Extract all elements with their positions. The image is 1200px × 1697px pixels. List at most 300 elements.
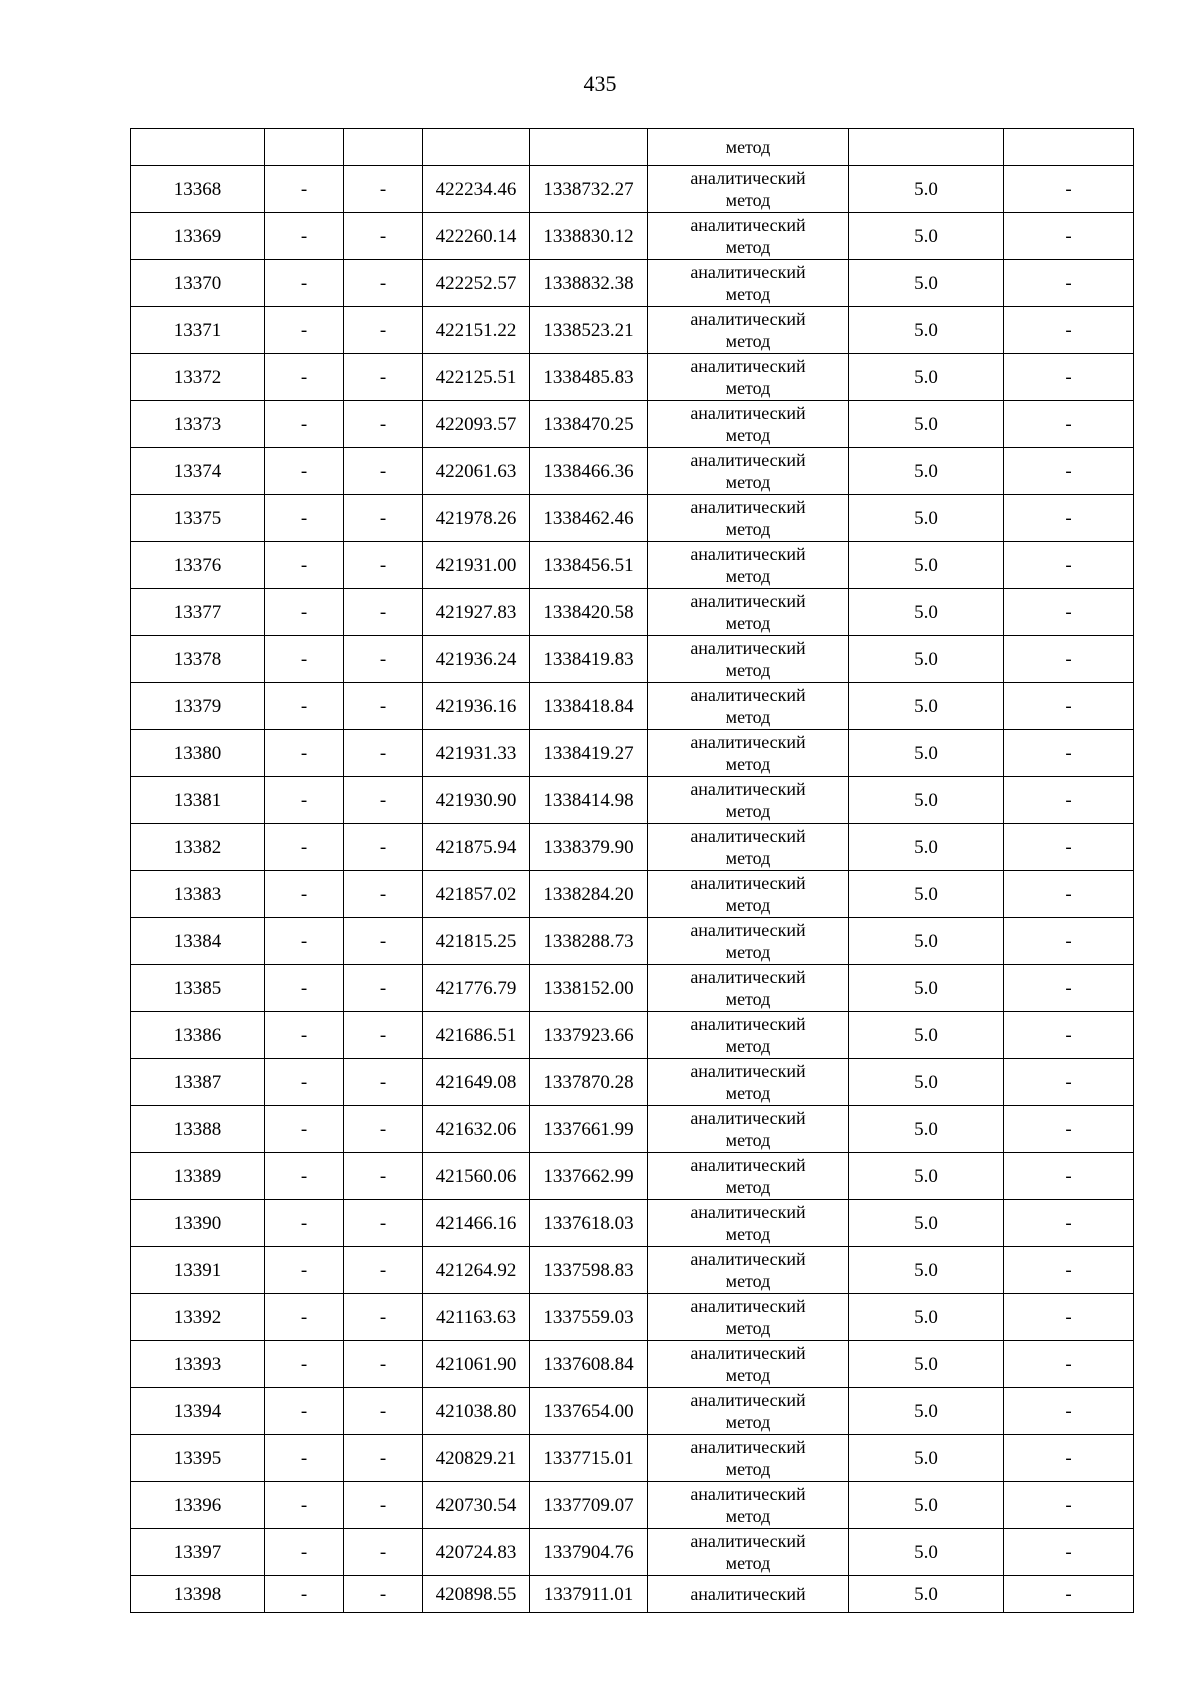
cell-col3: -: [344, 589, 423, 636]
table-row: [131, 213, 1134, 260]
cell-accuracy: 5.0: [849, 589, 1004, 636]
method-line2: метод: [725, 707, 771, 727]
cell-col2: -: [265, 1482, 344, 1529]
cell-x: [423, 129, 530, 166]
cell-method: [648, 260, 849, 307]
method-line2: метод: [725, 378, 771, 398]
cell-col2: -: [265, 1247, 344, 1294]
cell-accuracy: 5.0: [849, 1153, 1004, 1200]
table-row: [131, 401, 1134, 448]
table-row: [131, 1012, 1134, 1059]
cell-x: 422252.57: [423, 260, 530, 307]
cell-col2: -: [265, 730, 344, 777]
cell-col8: -: [1004, 777, 1134, 824]
cell-y: 1337559.03: [530, 1294, 648, 1341]
cell-point-number: 13378: [131, 636, 265, 683]
cell-col3: -: [344, 1153, 423, 1200]
method-line1: аналитический: [690, 544, 806, 564]
cell-method: [648, 542, 849, 589]
cell-point-number: 13380: [131, 730, 265, 777]
cell-col8: -: [1004, 307, 1134, 354]
cell-accuracy: 5.0: [849, 636, 1004, 683]
method-line1: аналитический: [690, 215, 806, 235]
cell-col8: -: [1004, 1388, 1134, 1435]
cell-col2: -: [265, 965, 344, 1012]
method-line1: аналитический: [690, 403, 806, 423]
cell-point-number: 13384: [131, 918, 265, 965]
table-row: [131, 730, 1134, 777]
cell-col3: -: [344, 1529, 423, 1576]
cell-col2: -: [265, 918, 344, 965]
cell-method: [648, 1012, 849, 1059]
method-line2: метод: [725, 801, 771, 821]
cell-col3: -: [344, 495, 423, 542]
cell-method: [648, 965, 849, 1012]
method-line1: аналитический: [690, 732, 806, 752]
cell-method: [648, 1341, 849, 1388]
cell-col2: -: [265, 777, 344, 824]
cell-method: [648, 918, 849, 965]
cell-col3: -: [344, 824, 423, 871]
cell-method: [648, 824, 849, 871]
cell-accuracy: 5.0: [849, 1388, 1004, 1435]
cell-x: 421632.06: [423, 1106, 530, 1153]
cell-accuracy: 5.0: [849, 965, 1004, 1012]
method-line1: аналитический: [690, 1108, 806, 1128]
cell-x: 421936.24: [423, 636, 530, 683]
cell-col3: -: [344, 777, 423, 824]
cell-point-number: 13396: [131, 1482, 265, 1529]
cell-x: 420898.55: [423, 1576, 530, 1613]
method-line1: аналитический: [690, 168, 806, 188]
cell-point-number: 13386: [131, 1012, 265, 1059]
method-line1: аналитический: [690, 591, 806, 611]
cell-x: 421927.83: [423, 589, 530, 636]
cell-y: 1337709.07: [530, 1482, 648, 1529]
method-line2: метод: [725, 1459, 771, 1479]
table-row: [131, 1200, 1134, 1247]
cell-col8: -: [1004, 1106, 1134, 1153]
cell-accuracy: [849, 129, 1004, 166]
cell-point-number: 13374: [131, 448, 265, 495]
table-row: [131, 965, 1134, 1012]
table-row: [131, 1106, 1134, 1153]
cell-x: 421931.00: [423, 542, 530, 589]
cell-accuracy: 5.0: [849, 213, 1004, 260]
method-line2: метод: [725, 331, 771, 351]
cell-col2: -: [265, 1106, 344, 1153]
cell-col3: -: [344, 1482, 423, 1529]
cell-accuracy: 5.0: [849, 871, 1004, 918]
table-row: [131, 683, 1134, 730]
cell-accuracy: 5.0: [849, 401, 1004, 448]
cell-x: 421930.90: [423, 777, 530, 824]
cell-y: 1337923.66: [530, 1012, 648, 1059]
cell-col2: -: [265, 871, 344, 918]
method-line1: аналитический: [690, 1155, 806, 1175]
method-line1: аналитический: [690, 1202, 806, 1222]
cell-x: 421931.33: [423, 730, 530, 777]
table-row: [131, 1294, 1134, 1341]
cell-x: 421875.94: [423, 824, 530, 871]
cell-x: 421061.90: [423, 1341, 530, 1388]
cell-method: [648, 213, 849, 260]
method-line2: метод: [725, 237, 771, 257]
method-line2: метод: [725, 989, 771, 1009]
cell-col8: -: [1004, 260, 1134, 307]
table-row: [131, 1388, 1134, 1435]
cell-point-number: 13371: [131, 307, 265, 354]
cell-col3: -: [344, 730, 423, 777]
method-line1: аналитический: [690, 826, 806, 846]
cell-point-number: 13385: [131, 965, 265, 1012]
table-row: [131, 542, 1134, 589]
table-row: [131, 1435, 1134, 1482]
method-line1: аналитический: [690, 1014, 806, 1034]
method-line1: аналитический: [690, 685, 806, 705]
cell-method: [648, 1153, 849, 1200]
cell-accuracy: 5.0: [849, 1435, 1004, 1482]
cell-point-number: 13393: [131, 1341, 265, 1388]
method-line1: аналитический: [690, 1531, 806, 1551]
cell-y: 1337598.83: [530, 1247, 648, 1294]
cell-accuracy: 5.0: [849, 683, 1004, 730]
cell-col8: -: [1004, 1529, 1134, 1576]
table-row: [131, 448, 1134, 495]
cell-point-number: 13368: [131, 166, 265, 213]
cell-col8: -: [1004, 1247, 1134, 1294]
table-row: [131, 1482, 1134, 1529]
cell-y: 1338832.38: [530, 260, 648, 307]
cell-col3: -: [344, 401, 423, 448]
cell-col2: -: [265, 1341, 344, 1388]
method-line2: метод: [725, 425, 771, 445]
method-line2: метод: [725, 1224, 771, 1244]
cell-col8: -: [1004, 213, 1134, 260]
cell-col3: -: [344, 683, 423, 730]
cell-col3: -: [344, 918, 423, 965]
cell-col3: -: [344, 1576, 423, 1613]
cell-accuracy: 5.0: [849, 1482, 1004, 1529]
cell-method: [648, 401, 849, 448]
cell-col2: -: [265, 1200, 344, 1247]
cell-method: [648, 354, 849, 401]
cell-x: 422125.51: [423, 354, 530, 401]
cell-y: 1338466.36: [530, 448, 648, 495]
method-line1: аналитический: [690, 1343, 806, 1363]
cell-col8: [1004, 129, 1134, 166]
method-line1: аналитический: [690, 450, 806, 470]
cell-col3: -: [344, 260, 423, 307]
cell-col8: -: [1004, 636, 1134, 683]
cell-y: 1338379.90: [530, 824, 648, 871]
method-line1: аналитический: [690, 873, 806, 893]
cell-method: [648, 1294, 849, 1341]
cell-point-number: 13373: [131, 401, 265, 448]
cell-col8: -: [1004, 166, 1134, 213]
cell-col3: -: [344, 1059, 423, 1106]
cell-method: [648, 166, 849, 213]
cell-accuracy: 5.0: [849, 1576, 1004, 1613]
cell-method: аналитический: [648, 1576, 849, 1613]
cell-col2: -: [265, 448, 344, 495]
cell-x: 421264.92: [423, 1247, 530, 1294]
cell-accuracy: 5.0: [849, 777, 1004, 824]
method-line1: аналитический: [690, 309, 806, 329]
cell-y: 1338485.83: [530, 354, 648, 401]
table-row: [131, 354, 1134, 401]
cell-y: 1337715.01: [530, 1435, 648, 1482]
method-line2: метод: [725, 1506, 771, 1526]
method-line2: метод: [725, 895, 771, 915]
cell-method: [648, 1247, 849, 1294]
cell-point-number: 13369: [131, 213, 265, 260]
table-row: [131, 1529, 1134, 1576]
cell-y: 1338830.12: [530, 213, 648, 260]
cell-y: 1337618.03: [530, 1200, 648, 1247]
method-line1: аналитический: [690, 356, 806, 376]
method-line1: аналитический: [690, 497, 806, 517]
cell-col3: -: [344, 636, 423, 683]
coordinates-table: [130, 128, 1134, 1613]
cell-y: 1337870.28: [530, 1059, 648, 1106]
cell-col8: -: [1004, 1200, 1134, 1247]
cell-col8: -: [1004, 871, 1134, 918]
cell-col8: -: [1004, 918, 1134, 965]
page-number: 435: [583, 71, 617, 96]
cell-col3: -: [344, 965, 423, 1012]
table-row: [131, 1059, 1134, 1106]
cell-col2: -: [265, 1388, 344, 1435]
cell-accuracy: 5.0: [849, 824, 1004, 871]
cell-col8: -: [1004, 683, 1134, 730]
method-line2: метод: [725, 1130, 771, 1150]
cell-col8: -: [1004, 1341, 1134, 1388]
cell-y: 1337911.01: [530, 1576, 648, 1613]
cell-col3: -: [344, 213, 423, 260]
cell-method: [648, 1529, 849, 1576]
cell-col2: -: [265, 1012, 344, 1059]
cell-point-number: 13394: [131, 1388, 265, 1435]
cell-point-number: 13388: [131, 1106, 265, 1153]
cell-col8: -: [1004, 354, 1134, 401]
cell-col8: -: [1004, 1576, 1134, 1613]
method-line1: аналитический: [690, 1484, 806, 1504]
cell-point-number: [131, 129, 265, 166]
cell-y: 1337654.00: [530, 1388, 648, 1435]
cell-accuracy: 5.0: [849, 166, 1004, 213]
cell-col8: -: [1004, 448, 1134, 495]
cell-accuracy: 5.0: [849, 1341, 1004, 1388]
method-line2: метод: [725, 284, 771, 304]
cell-x: 421163.63: [423, 1294, 530, 1341]
method-line2: метод: [725, 1412, 771, 1432]
cell-col8: -: [1004, 824, 1134, 871]
method-line2: метод: [725, 1318, 771, 1338]
method-line2: метод: [725, 472, 771, 492]
cell-col2: -: [265, 213, 344, 260]
table-row: [131, 495, 1134, 542]
cell-method: [648, 1059, 849, 1106]
cell-y: 1338470.25: [530, 401, 648, 448]
cell-point-number: 13387: [131, 1059, 265, 1106]
cell-x: 421815.25: [423, 918, 530, 965]
table-row: [131, 871, 1134, 918]
method-line2: метод: [725, 1271, 771, 1291]
cell-accuracy: 5.0: [849, 1012, 1004, 1059]
cell-y: 1337904.76: [530, 1529, 648, 1576]
cell-col3: [344, 129, 423, 166]
cell-point-number: 13395: [131, 1435, 265, 1482]
cell-col8: -: [1004, 1153, 1134, 1200]
cell-x: 421038.80: [423, 1388, 530, 1435]
cell-accuracy: 5.0: [849, 495, 1004, 542]
method-line1: аналитический: [690, 1390, 806, 1410]
cell-method: [648, 1435, 849, 1482]
cell-col8: -: [1004, 542, 1134, 589]
cell-col2: -: [265, 683, 344, 730]
cell-col3: -: [344, 307, 423, 354]
cell-accuracy: 5.0: [849, 1294, 1004, 1341]
cell-point-number: 13389: [131, 1153, 265, 1200]
cell-col3: -: [344, 1247, 423, 1294]
cell-method: [648, 871, 849, 918]
method-line1: аналитический: [690, 779, 806, 799]
cell-y: [530, 129, 648, 166]
cell-accuracy: 5.0: [849, 1106, 1004, 1153]
cell-method: [648, 1106, 849, 1153]
method-line2: метод: [725, 566, 771, 586]
table-row: [131, 1576, 1134, 1613]
cell-col8: -: [1004, 1482, 1134, 1529]
cell-x: 422093.57: [423, 401, 530, 448]
method-line1: аналитический: [690, 1249, 806, 1269]
cell-col3: -: [344, 1435, 423, 1482]
method-line1: аналитический: [690, 1437, 806, 1457]
method-line2: метод: [725, 942, 771, 962]
cell-accuracy: 5.0: [849, 260, 1004, 307]
cell-point-number: 13383: [131, 871, 265, 918]
cell-point-number: 13379: [131, 683, 265, 730]
cell-accuracy: 5.0: [849, 1529, 1004, 1576]
method-line2: метод: [725, 848, 771, 868]
cell-col2: -: [265, 495, 344, 542]
method-line2: метод: [725, 1036, 771, 1056]
cell-col3: -: [344, 1341, 423, 1388]
cell-col2: -: [265, 636, 344, 683]
method-line2: метод: [725, 1083, 771, 1103]
cell-point-number: 13372: [131, 354, 265, 401]
cell-accuracy: 5.0: [849, 1247, 1004, 1294]
cell-col2: -: [265, 401, 344, 448]
table-row: [131, 1341, 1134, 1388]
table-row: [131, 589, 1134, 636]
cell-y: 1337608.84: [530, 1341, 648, 1388]
cell-point-number: 13370: [131, 260, 265, 307]
cell-col2: -: [265, 354, 344, 401]
table-row: [131, 1247, 1134, 1294]
cell-col8: -: [1004, 1294, 1134, 1341]
cell-col3: -: [344, 871, 423, 918]
cell-accuracy: 5.0: [849, 918, 1004, 965]
cell-col2: -: [265, 307, 344, 354]
cell-x: 420730.54: [423, 1482, 530, 1529]
cell-col3: -: [344, 542, 423, 589]
cell-point-number: 13391: [131, 1247, 265, 1294]
cell-method: [648, 777, 849, 824]
cell-y: 1338419.83: [530, 636, 648, 683]
cell-point-number: 13397: [131, 1529, 265, 1576]
cell-y: 1338732.27: [530, 166, 648, 213]
table-row-continuation: [131, 129, 1134, 166]
cell-method: [648, 636, 849, 683]
cell-col2: -: [265, 542, 344, 589]
cell-x: 420724.83: [423, 1529, 530, 1576]
cell-y: 1337661.99: [530, 1106, 648, 1153]
cell-y: 1338419.27: [530, 730, 648, 777]
cell-point-number: 13398: [131, 1576, 265, 1613]
cell-method: [648, 307, 849, 354]
cell-y: 1338462.46: [530, 495, 648, 542]
cell-col3: -: [344, 1200, 423, 1247]
method-line2: метод: [725, 660, 771, 680]
cell-x: 422260.14: [423, 213, 530, 260]
cell-col2: -: [265, 589, 344, 636]
cell-col2: -: [265, 166, 344, 213]
cell-method: метод: [648, 129, 849, 166]
cell-col2: -: [265, 1576, 344, 1613]
method-line1: аналитический: [690, 967, 806, 987]
method-line1: аналитический: [690, 920, 806, 940]
cell-method: [648, 1200, 849, 1247]
cell-x: 422061.63: [423, 448, 530, 495]
cell-y: 1338284.20: [530, 871, 648, 918]
cell-col2: -: [265, 1059, 344, 1106]
cell-accuracy: 5.0: [849, 448, 1004, 495]
cell-col3: -: [344, 1106, 423, 1153]
cell-col3: -: [344, 1294, 423, 1341]
cell-col8: -: [1004, 1059, 1134, 1106]
cell-col2: -: [265, 260, 344, 307]
cell-col2: [265, 129, 344, 166]
cell-method: [648, 1388, 849, 1435]
cell-x: 422234.46: [423, 166, 530, 213]
cell-y: 1338420.58: [530, 589, 648, 636]
table-row: [131, 777, 1134, 824]
cell-col3: -: [344, 1012, 423, 1059]
cell-point-number: 13382: [131, 824, 265, 871]
table-row: [131, 824, 1134, 871]
table-row: [131, 1153, 1134, 1200]
cell-x: 421857.02: [423, 871, 530, 918]
cell-method: [648, 683, 849, 730]
cell-y: 1338418.84: [530, 683, 648, 730]
cell-y: 1338414.98: [530, 777, 648, 824]
cell-accuracy: 5.0: [849, 1059, 1004, 1106]
cell-col8: -: [1004, 495, 1134, 542]
cell-point-number: 13381: [131, 777, 265, 824]
cell-y: 1337662.99: [530, 1153, 648, 1200]
table-row: [131, 307, 1134, 354]
cell-accuracy: 5.0: [849, 307, 1004, 354]
method-line1: аналитический: [690, 1061, 806, 1081]
cell-x: 421560.06: [423, 1153, 530, 1200]
cell-y: 1338456.51: [530, 542, 648, 589]
cell-y: 1338523.21: [530, 307, 648, 354]
cell-x: 421649.08: [423, 1059, 530, 1106]
cell-method: [648, 730, 849, 777]
cell-col8: -: [1004, 589, 1134, 636]
